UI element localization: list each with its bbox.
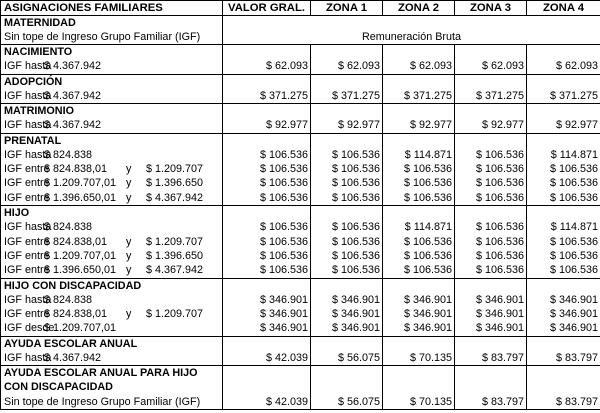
amount-value: $ 92.977 — [481, 119, 524, 132]
amount-cell — [527, 206, 600, 279]
section-label-cell — [1, 336, 223, 365]
amount-cell — [455, 336, 527, 365]
income-range-line — [4, 321, 219, 335]
amount-value: $ 371.275 — [549, 89, 598, 102]
income-range-p1: IGF entre — [4, 191, 50, 204]
income-range-p2: $ 1.396.650,01 — [44, 191, 117, 204]
amount-value: $ 371.275 — [331, 89, 380, 102]
section-label-cell — [1, 278, 223, 336]
amount-cell — [527, 133, 600, 206]
section-label-cell — [1, 104, 223, 133]
income-range-p2: $ 4.367.942 — [44, 89, 102, 102]
income-range-line — [4, 307, 219, 321]
amount-cell — [527, 104, 600, 133]
amount-cell — [223, 278, 311, 336]
amount-value: $ 106.536 — [331, 235, 380, 248]
amount-value: $ 62.093 — [481, 60, 524, 73]
income-range-line — [4, 220, 219, 234]
section-title: AYUDA ESCOLAR ANUAL — [4, 337, 138, 350]
amount-value: $ 106.536 — [331, 177, 380, 190]
amount-value: $ 106.536 — [259, 249, 308, 262]
amount-cell — [311, 336, 383, 365]
header-asignaciones: ASIGNACIONES FAMILIARES — [1, 1, 223, 16]
income-range-p2: $ 824.838 — [44, 148, 93, 161]
amount-value: $ 106.536 — [259, 162, 308, 175]
amount-cell — [527, 74, 600, 103]
amount-value: $ 106.536 — [403, 249, 452, 262]
header-zona-1: ZONA 1 — [311, 1, 383, 16]
amount-value: $ 371.275 — [475, 89, 524, 102]
amount-cell — [223, 206, 311, 279]
amount-value: $ 114.871 — [550, 221, 598, 234]
income-range-line — [4, 351, 219, 365]
amount-cell — [383, 366, 455, 410]
amount-value: $ 106.536 — [475, 162, 524, 175]
amount-cell — [311, 366, 383, 410]
amount-value: $ 106.536 — [331, 191, 380, 204]
amount-cell — [527, 278, 600, 336]
income-range-p1: IGF hasta — [4, 89, 52, 102]
section-title: AYUDA ESCOLAR ANUAL PARA HIJO — [4, 367, 198, 380]
amount-cell — [527, 366, 600, 410]
amount-value: $ 346.901 — [475, 293, 524, 306]
section-row — [1, 45, 600, 74]
amount-value: $ 346.901 — [549, 322, 598, 335]
income-range-p2: $ 824.838 — [44, 293, 93, 306]
amount-value: $ 106.536 — [549, 191, 598, 204]
amount-value: $ 106.536 — [475, 221, 524, 234]
amount-value: $ 106.536 — [475, 191, 524, 204]
amount-value: $ 83.797 — [555, 395, 598, 408]
amount-cell — [311, 133, 383, 206]
amount-value: $ 106.536 — [403, 235, 452, 248]
amount-value: $ 346.901 — [549, 308, 598, 321]
income-range-p2: $ 824.838,01 — [44, 308, 108, 321]
amount-value: $ 70.135 — [409, 395, 452, 408]
amount-value: $ 56.075 — [337, 351, 380, 364]
income-range-line — [4, 395, 219, 409]
amount-cell — [223, 104, 311, 133]
income-range-p2: $ 824.838,01 — [44, 235, 108, 248]
amount-value: $ 106.536 — [403, 191, 452, 204]
section-row — [1, 74, 600, 103]
amount-cell — [527, 45, 600, 74]
amount-value: $ 92.977 — [409, 119, 452, 132]
amount-cell — [311, 104, 383, 133]
income-range-line — [4, 148, 219, 162]
amount-value: $ 106.536 — [475, 235, 524, 248]
amount-value: $ 346.901 — [259, 322, 308, 335]
maternidad-label-cell — [1, 16, 223, 45]
amount-value: $ 106.536 — [259, 264, 308, 277]
amount-cell — [527, 336, 600, 365]
income-range-p1: IGF hasta — [4, 351, 52, 364]
amount-value: $ 62.093 — [337, 60, 380, 73]
income-range-p3: y — [126, 191, 132, 204]
section-title-continued: CON DISCAPACIDAD — [4, 381, 113, 394]
amount-value: $ 346.901 — [549, 293, 598, 306]
amount-value: $ 346.901 — [259, 308, 308, 321]
amount-value: $ 106.536 — [475, 148, 524, 161]
income-range-line — [4, 235, 219, 249]
amount-value: $ 371.275 — [403, 89, 452, 102]
income-range-p3: y — [126, 249, 132, 262]
income-range-p2: $ 824.838,01 — [44, 162, 108, 175]
income-range-p4: $ 1.209.707 — [146, 235, 204, 248]
amount-value: $ 346.901 — [331, 293, 380, 306]
income-range-p2: $ 4.367.942 — [44, 60, 102, 73]
amount-value: $ 346.901 — [403, 322, 452, 335]
income-range-p1: IGF hasta — [4, 293, 52, 306]
amount-cell — [455, 366, 527, 410]
amount-value: $ 106.536 — [331, 148, 380, 161]
header-zona-4: ZONA 4 — [527, 1, 600, 16]
amount-value: $ 106.536 — [331, 264, 380, 277]
amount-value: $ 106.536 — [549, 235, 598, 248]
amount-value: $ 346.901 — [475, 322, 524, 335]
amount-value: $ 346.901 — [475, 308, 524, 321]
income-range-p2: $ 4.367.942 — [44, 119, 102, 132]
amount-cell — [311, 206, 383, 279]
income-range-p2: $ 1.209.707,01 — [44, 177, 117, 190]
income-range-p4: $ 4.367.942 — [146, 264, 204, 277]
income-range-p3: y — [126, 264, 132, 277]
amount-cell — [455, 45, 527, 74]
amount-value: $ 346.901 — [331, 308, 380, 321]
amount-cell — [223, 133, 311, 206]
amount-cell — [383, 104, 455, 133]
amount-value: $ 106.536 — [403, 162, 452, 175]
amount-cell — [455, 133, 527, 206]
amount-value: $ 92.977 — [265, 119, 308, 132]
amount-value: $ 106.536 — [331, 162, 380, 175]
section-title: MATERNIDAD — [4, 17, 76, 29]
amount-value: $ 346.901 — [403, 293, 452, 306]
section-title: NACIMIENTO — [4, 46, 73, 59]
section-row — [1, 133, 600, 206]
header-valor-gral: VALOR GRAL. — [223, 1, 311, 16]
amount-cell — [455, 206, 527, 279]
amount-value: $ 106.536 — [259, 177, 308, 190]
header-zona-3: ZONA 3 — [455, 1, 527, 16]
income-range-p4: $ 1.209.707 — [146, 162, 204, 175]
section-row — [1, 104, 600, 133]
income-range-p2: $ 824.838 — [44, 221, 93, 234]
income-range-p3: y — [126, 177, 132, 190]
amount-value: $ 346.901 — [259, 293, 308, 306]
income-range-line — [4, 176, 219, 190]
amount-value: $ 62.093 — [555, 60, 598, 73]
amount-cell — [223, 336, 311, 365]
income-range-line — [4, 263, 219, 277]
section-label-cell — [1, 74, 223, 103]
income-range-line — [4, 118, 219, 132]
income-range-p3: y — [126, 308, 132, 321]
maternidad-note: Sin tope de Ingreso Grupo Familiar (IGF) — [4, 31, 201, 43]
amount-value: $ 106.536 — [331, 221, 380, 234]
remuneracion-bruta-label: Remuneración Bruta — [361, 31, 462, 43]
income-range-p4: $ 1.396.650 — [146, 177, 204, 190]
amount-value: $ 106.536 — [259, 221, 308, 234]
section-label-cell — [1, 206, 223, 279]
amount-value: $ 56.075 — [337, 395, 380, 408]
amount-value: $ 371.275 — [259, 89, 308, 102]
header-row — [1, 1, 600, 16]
amount-cell — [455, 278, 527, 336]
section-title: MATRIMONIO — [4, 105, 74, 118]
section-label-cell — [1, 133, 223, 206]
amount-cell — [311, 74, 383, 103]
amount-value: $ 106.536 — [549, 249, 598, 262]
income-range-p4: $ 1.396.650 — [146, 249, 204, 262]
amount-value: $ 106.536 — [549, 162, 598, 175]
amount-value: $ 106.536 — [403, 264, 452, 277]
section-label-cell — [1, 366, 223, 410]
amount-value: $ 346.901 — [403, 308, 452, 321]
amount-value: $ 106.536 — [475, 249, 524, 262]
amount-value: $ 114.871 — [550, 148, 598, 161]
income-range-p1: IGF entre — [4, 264, 50, 277]
amount-value: $ 70.135 — [409, 351, 452, 364]
amount-cell — [455, 104, 527, 133]
amount-value: $ 83.797 — [555, 351, 598, 364]
header-zona-2: ZONA 2 — [383, 1, 455, 16]
amount-value: $ 106.536 — [259, 235, 308, 248]
amount-value: $ 106.536 — [331, 249, 380, 262]
amount-value: $ 106.536 — [259, 148, 308, 161]
amount-cell — [383, 45, 455, 74]
amount-value: $ 83.797 — [481, 351, 524, 364]
amount-value: $ 62.093 — [409, 60, 452, 73]
remuneracion-bruta-cell — [223, 16, 600, 45]
amount-cell — [383, 336, 455, 365]
amount-cell — [311, 278, 383, 336]
maternidad-row — [1, 16, 600, 45]
income-range-p1: IGF entre — [4, 162, 50, 175]
income-range-p1: IGF entre — [4, 235, 50, 248]
amount-cell — [383, 74, 455, 103]
income-range-p1: IGF hasta — [4, 148, 52, 161]
income-range-p1: IGF entre — [4, 308, 50, 321]
amount-cell — [311, 45, 383, 74]
amount-cell — [383, 133, 455, 206]
income-range-line — [4, 191, 219, 205]
amount-value: $ 42.039 — [265, 351, 308, 364]
income-range-p2: $ 1.209.707,01 — [44, 249, 117, 262]
amount-value: $ 106.536 — [475, 177, 524, 190]
income-range-p1: IGF entre — [4, 177, 50, 190]
amount-value: $ 83.797 — [481, 395, 524, 408]
income-range-p1: IGF hasta — [4, 60, 52, 73]
income-range-p4: $ 1.209.707 — [146, 308, 204, 321]
amount-cell — [223, 366, 311, 410]
income-range-p2: $ 1.396.650,01 — [44, 264, 117, 277]
amount-value: $ 106.536 — [549, 177, 598, 190]
amount-value: $ 106.536 — [259, 191, 308, 204]
section-title: ADOPCIÓN — [4, 75, 63, 88]
amount-value: $ 92.977 — [555, 119, 598, 132]
amount-cell — [383, 278, 455, 336]
income-range-p1: IGF desde — [4, 322, 55, 335]
section-title: HIJO CON DISCAPACIDAD — [4, 279, 142, 292]
amount-value: $ 106.536 — [403, 177, 452, 190]
income-range-line — [4, 162, 219, 176]
income-range-p1: Sin tope de Ingreso Grupo Familiar (IGF) — [4, 395, 201, 408]
income-range-p3: y — [126, 235, 132, 248]
income-range-line — [4, 249, 219, 263]
income-range-line — [4, 293, 219, 307]
income-range-line — [4, 59, 219, 73]
income-range-p3: y — [126, 162, 132, 175]
section-title: HIJO — [4, 207, 30, 220]
amount-cell — [383, 206, 455, 279]
section-title: PRENATAL — [4, 134, 62, 147]
section-row — [1, 278, 600, 336]
income-range-p1: IGF entre — [4, 249, 50, 262]
section-row — [1, 366, 600, 410]
amount-cell — [223, 74, 311, 103]
income-range-p1: IGF hasta — [4, 221, 52, 234]
income-range-line — [4, 89, 219, 103]
income-range-p1: IGF hasta — [4, 119, 52, 132]
income-range-p4: $ 4.367.942 — [146, 191, 204, 204]
amount-value: $ 62.093 — [265, 60, 308, 73]
income-range-p2: $ 1.209.707,01 — [44, 322, 117, 335]
amount-value: $ 106.536 — [549, 264, 598, 277]
section-row — [1, 206, 600, 279]
amount-value: $ 346.901 — [331, 322, 380, 335]
amount-value: $ 114.871 — [404, 148, 452, 161]
amount-value: $ 114.871 — [404, 221, 452, 234]
amount-cell — [223, 45, 311, 74]
amount-value: $ 106.536 — [475, 264, 524, 277]
section-row — [1, 336, 600, 365]
section-label-cell — [1, 45, 223, 74]
amount-value: $ 92.977 — [337, 119, 380, 132]
amount-cell — [455, 74, 527, 103]
income-range-p2: $ 4.367.942 — [44, 351, 102, 364]
amount-value: $ 42.039 — [265, 395, 308, 408]
